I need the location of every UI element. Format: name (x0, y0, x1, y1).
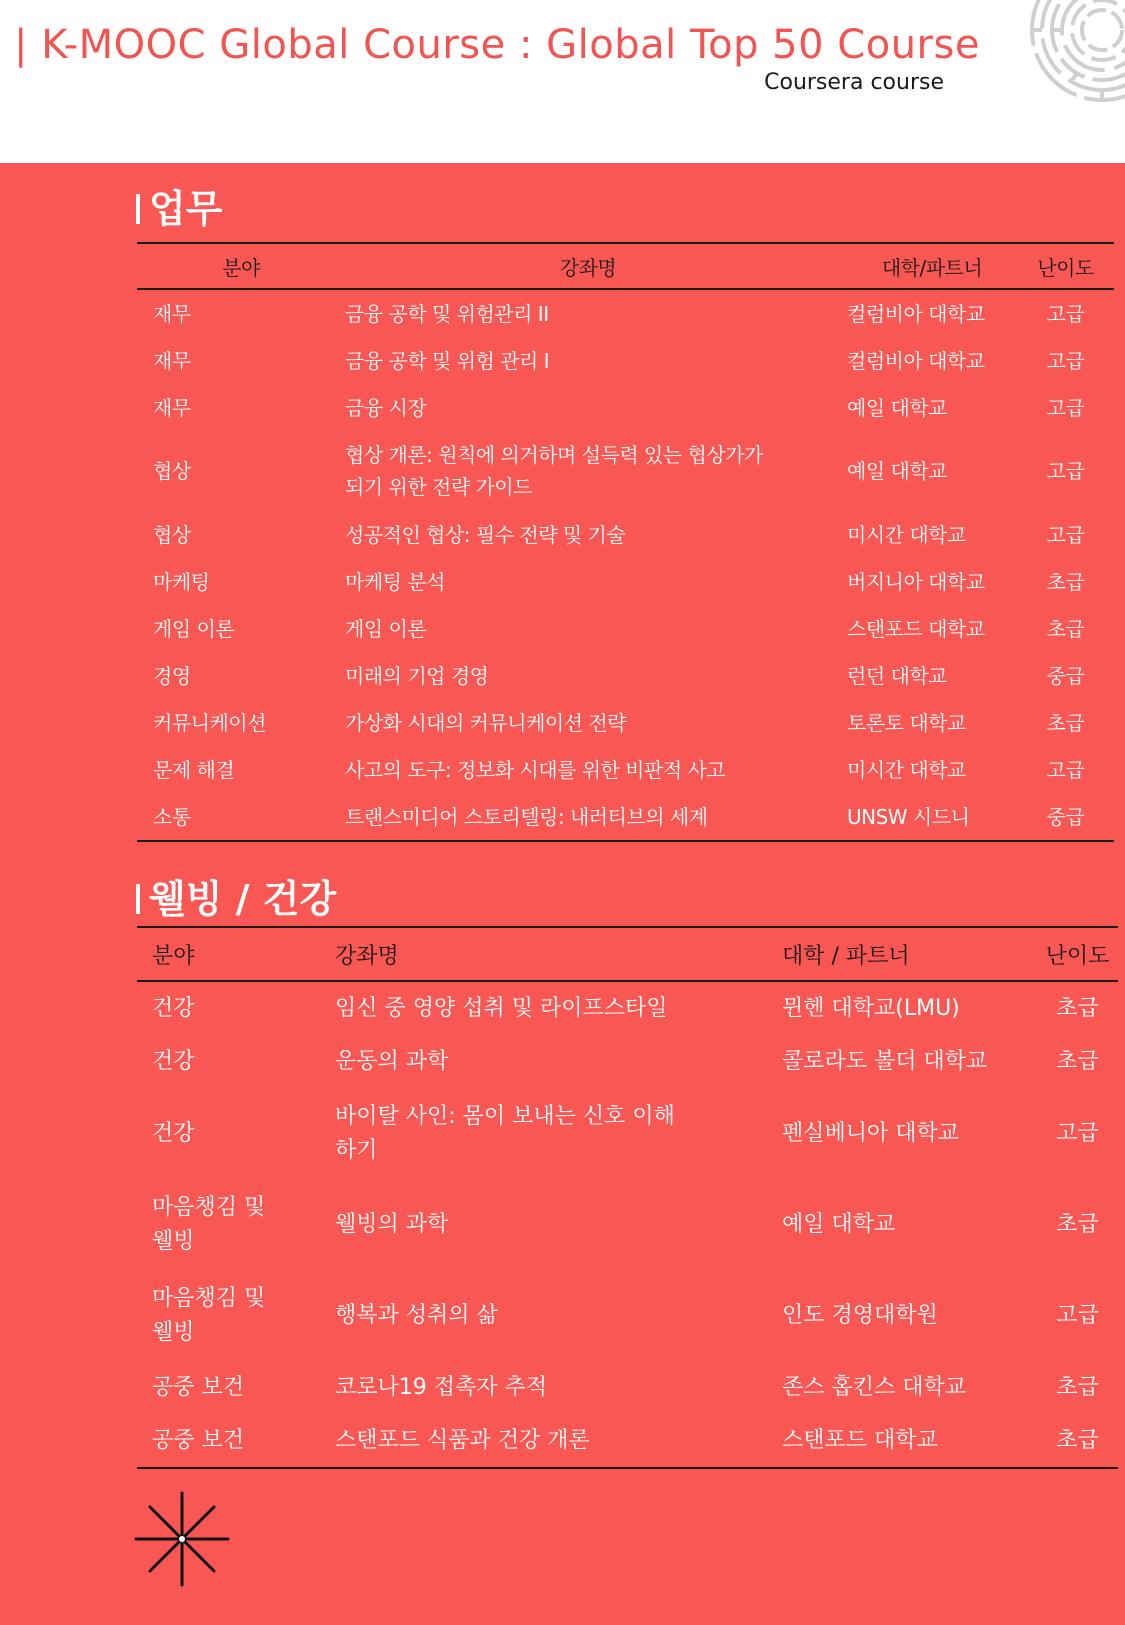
field-cell: 마음챙김 및 웰빙 (152, 1194, 266, 1254)
column-header-course: 강좌명 (335, 943, 399, 969)
field-cell: 커뮤니케이션 (153, 710, 266, 735)
field-cell: 게임 이론 (153, 616, 235, 641)
level-cell: 초급 (1056, 1427, 1099, 1453)
field-cell: 소통 (153, 804, 191, 829)
table-row (137, 511, 1114, 558)
table-row (137, 558, 1114, 605)
section-title-text: 업무 (149, 187, 223, 231)
column-header-course: 강좌명 (559, 255, 617, 280)
university-cell: 펜실베니아 대학교 (782, 1120, 960, 1146)
level-cell: 중급 (1046, 804, 1085, 829)
level-cell: 고급 (1046, 395, 1085, 420)
course-cell: 협상 개론: 원칙에 의거하며 설득력 있는 협상가가 되기 위한 전략 가이드 (345, 443, 763, 499)
university-cell: 콜로라도 볼더 대학교 (782, 1048, 988, 1074)
university-cell: 존스 홉킨스 대학교 (782, 1374, 967, 1400)
table-row (137, 1361, 1118, 1414)
course-cell: 게임 이론 (345, 616, 427, 641)
course-cell: 웰빙의 과학 (335, 1211, 449, 1237)
table-row (137, 1088, 1118, 1179)
course-cell: 가상화 시대의 커뮤니케이션 전략 (345, 710, 627, 735)
university-cell: 뮌헨 대학교(LMU) (782, 995, 960, 1021)
field-cell: 마음챙김 및 웰빙 (152, 1285, 266, 1345)
maze-decoration-icon (1012, 0, 1125, 120)
course-cell: 금융 공학 및 위험관리 II (345, 301, 549, 326)
table-row (137, 746, 1114, 793)
table-header-row (137, 243, 1114, 289)
level-cell: 고급 (1046, 348, 1085, 373)
field-cell: 마케팅 (153, 569, 210, 594)
field-cell: 건강 (152, 995, 195, 1021)
course-cell: 임신 중 영양 섭취 및 라이프스타일 (335, 995, 668, 1021)
field-cell: 공중 보건 (152, 1427, 245, 1453)
column-header-level: 난이도 (1037, 255, 1094, 280)
column-header-field: 분야 (152, 943, 195, 969)
page-subtitle: Coursera course (764, 70, 944, 95)
level-cell: 고급 (1046, 757, 1085, 782)
title-bar (136, 194, 140, 224)
course-cell: 바이탈 사인: 몸이 보내는 신호 이해하기 (335, 1103, 675, 1163)
table-row (137, 1035, 1118, 1088)
level-cell: 고급 (1046, 301, 1085, 326)
university-cell: 스탠포드 대학교 (782, 1427, 938, 1453)
course-cell: 미래의 기업 경영 (345, 663, 489, 688)
field-cell: 협상 (153, 522, 191, 547)
field-cell: 경영 (153, 663, 191, 688)
field-cell: 재무 (153, 348, 191, 373)
course-cell: 금융 시장 (345, 395, 427, 420)
section-title-text: 웰빙 / 건강 (149, 877, 337, 921)
title-bar (136, 884, 140, 914)
level-cell: 초급 (1056, 1374, 1099, 1400)
table-row (137, 652, 1114, 699)
table-header-row (137, 927, 1118, 981)
course-cell: 트랜스미디어 스토리텔링: 내러티브의 세계 (345, 804, 708, 829)
field-cell: 재무 (153, 301, 191, 326)
table-row (137, 384, 1114, 431)
level-cell: 초급 (1046, 710, 1085, 735)
field-cell: 재무 (153, 395, 191, 420)
university-cell: 예일 대학교 (782, 1211, 896, 1237)
level-cell: 고급 (1046, 522, 1085, 547)
university-cell: 토론토 대학교 (847, 710, 966, 735)
table-row (137, 337, 1114, 384)
course-cell: 코로나19 접촉자 추적 (335, 1374, 547, 1400)
university-cell: 컬럼비아 대학교 (847, 348, 985, 373)
university-cell: 버지니아 대학교 (847, 569, 985, 594)
university-cell: UNSW 시드니 (847, 804, 970, 829)
field-cell: 건강 (152, 1048, 195, 1074)
university-cell: 미시간 대학교 (847, 757, 966, 782)
university-cell: 스탠포드 대학교 (847, 616, 985, 641)
course-cell: 성공적인 협상: 필수 전략 및 기술 (345, 522, 626, 547)
field-cell: 문제 해결 (153, 757, 235, 782)
column-header-university: 대학 / 파트너 (782, 943, 910, 969)
column-header-level: 난이도 (1045, 943, 1110, 969)
table-row (137, 1414, 1118, 1468)
level-cell: 고급 (1056, 1302, 1099, 1328)
level-cell: 초급 (1056, 1048, 1099, 1074)
course-cell: 마케팅 분석 (345, 569, 445, 594)
starburst-icon (134, 1491, 230, 1587)
level-cell: 초급 (1056, 1211, 1099, 1237)
course-cell: 행복과 성취의 삶 (335, 1302, 498, 1328)
university-cell: 런던 대학교 (847, 663, 947, 688)
level-cell: 초급 (1056, 995, 1099, 1021)
section-title-wellbeing (136, 868, 336, 923)
university-cell: 컬럼비아 대학교 (847, 301, 985, 326)
course-cell: 금융 공학 및 위험 관리 I (345, 348, 550, 373)
page-title: | K-MOOC Global Course : Global Top 50 Course (14, 22, 980, 68)
university-cell: 예일 대학교 (847, 395, 947, 420)
section-title-business (136, 178, 222, 233)
level-cell: 초급 (1046, 569, 1085, 594)
table-row (137, 793, 1114, 841)
field-cell: 협상 (153, 459, 191, 483)
level-cell: 고급 (1046, 459, 1085, 483)
course-cell: 운동의 과학 (335, 1048, 449, 1074)
field-cell: 건강 (152, 1120, 195, 1146)
table-row (137, 981, 1118, 1035)
university-cell: 미시간 대학교 (847, 522, 966, 547)
table-row (137, 1179, 1118, 1270)
business-course-table (137, 242, 1114, 842)
table-row (137, 289, 1114, 337)
field-cell: 공중 보건 (152, 1374, 245, 1400)
column-header-field: 분야 (222, 255, 260, 280)
table-row (137, 1270, 1118, 1361)
column-header-university: 대학/파트너 (881, 255, 983, 280)
level-cell: 초급 (1046, 616, 1085, 641)
course-cell: 사고의 도구: 정보화 시대를 위한 비판적 사고 (345, 757, 726, 782)
wellbeing-course-table (137, 926, 1118, 1469)
table-row (137, 605, 1114, 652)
table-row (137, 431, 1114, 511)
university-cell: 예일 대학교 (847, 459, 947, 483)
table-row (137, 699, 1114, 746)
course-cell: 스탠포드 식품과 건강 개론 (335, 1427, 590, 1453)
university-cell: 인도 경영대학원 (782, 1302, 938, 1328)
page-header (0, 0, 1125, 163)
level-cell: 중급 (1046, 663, 1085, 688)
level-cell: 고급 (1056, 1120, 1099, 1146)
